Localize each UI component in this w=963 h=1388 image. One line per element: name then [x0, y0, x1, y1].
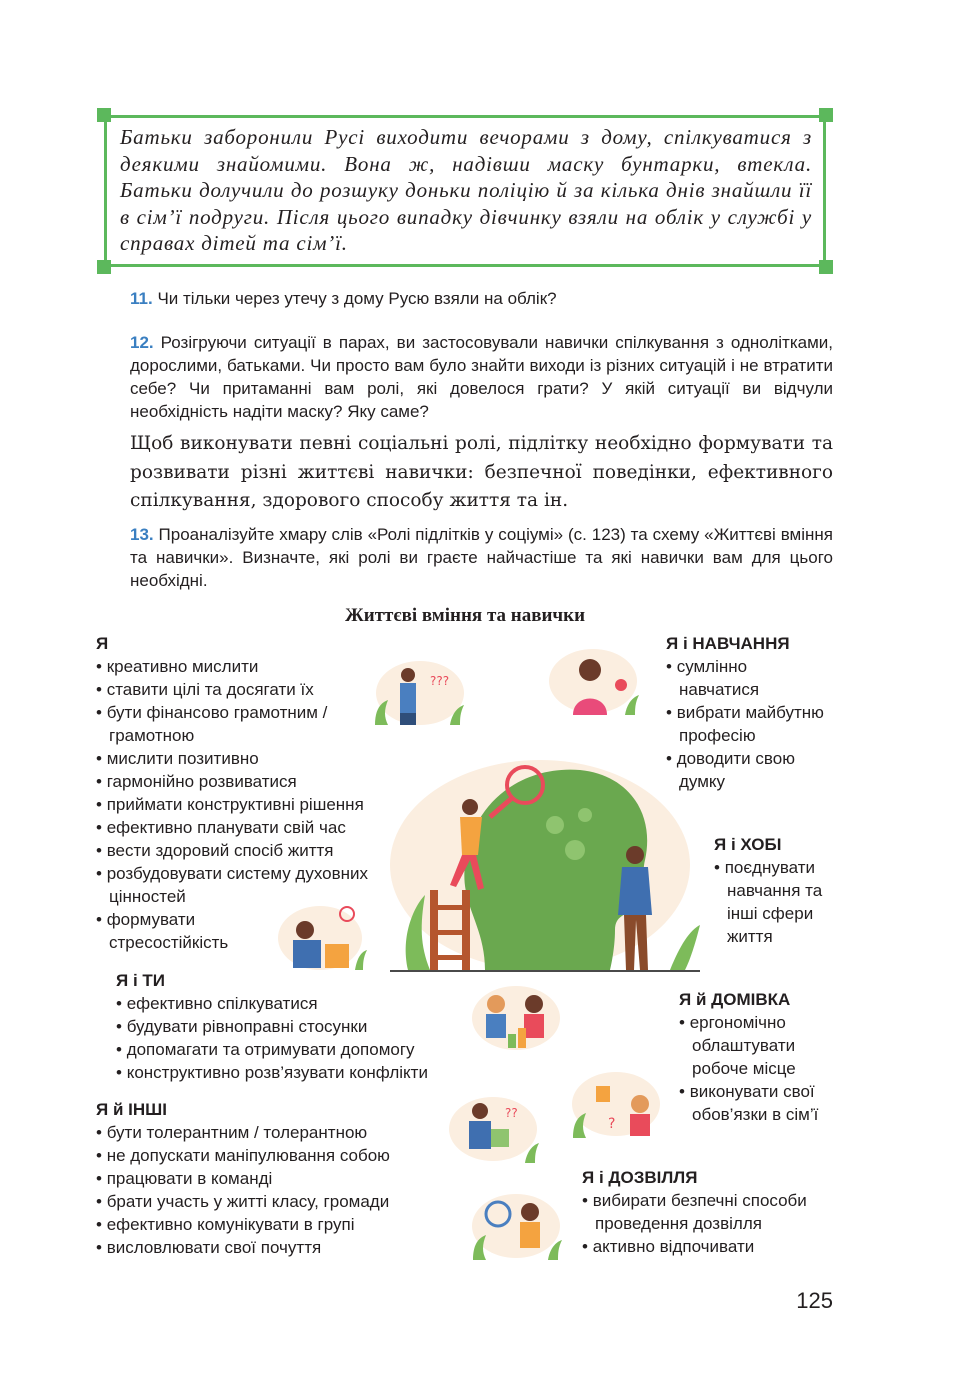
group-illustration [445, 1093, 540, 1165]
leisure-illustration [468, 1190, 563, 1262]
gear-icon [565, 840, 585, 860]
list-item: • ефективно планувати свій час [96, 816, 406, 839]
ladder-step [430, 930, 470, 935]
list-item: • вести здоровий спосіб життя [96, 839, 406, 862]
skills-list [714, 856, 839, 948]
list-item: • ефективно спілкуватися [116, 992, 476, 1015]
list-item: • ставити цілі та досягати їх [96, 678, 406, 701]
section-title: Я [96, 634, 109, 653]
list-item: • допомагати та отримувати допомогу [116, 1038, 476, 1061]
list-item: • конструктивно розв’язувати конфлікти [116, 1061, 476, 1084]
frame-corner [97, 260, 111, 274]
case-text: Батьки заборонили Русі виходити вечорами з дому, спілкуватися з деякими знайомими. Вона ж, надівши маску бунтарки, втекла. Батьки долучили до розшуку доньки поліцію й за кілька днів знайшли її в сім’ї подруги. Після цього випадку дівчинку взяли на облік у службі у справах дітей та сім’ї. [120, 125, 812, 255]
head-illustration [390, 755, 710, 975]
list-item: • вибирати безпечні способи проведення дозвілля [582, 1189, 853, 1235]
section-title: Я й ДОМІВКА [679, 990, 791, 1009]
skills-list [96, 655, 406, 954]
frame-corner [819, 260, 833, 274]
svg-text:?: ? [608, 1116, 616, 1132]
page-number: 125 [796, 1288, 833, 1313]
list-item: • сумлінно навчатися [666, 655, 799, 701]
list-item: • ефективно комунікувати в групі [96, 1213, 436, 1236]
list-item: • працювати в команді [96, 1167, 436, 1190]
question-number: 13. [130, 525, 154, 544]
list-item: • будувати рівноправні стосунки [116, 1015, 476, 1038]
list-item: • мислити позитивно [96, 747, 406, 770]
person-head [626, 846, 644, 864]
question-12 [130, 331, 833, 423]
section-khobi [714, 834, 839, 948]
question-number: 11. [130, 289, 153, 308]
section-inshi [96, 1099, 436, 1259]
section-title: Я і ХОБІ [714, 835, 782, 854]
section-title: Я і ТИ [116, 971, 165, 990]
gear-icon [546, 816, 564, 834]
question-text: Розігруючи ситуації в парах, ви застосовували навички спілкування з однолітками, дорослими, батьками. Чи просто вам було знайти виходи із різних ситуацій і не втратити себе? Чи притаманні вам ролі, які довелося грати? У якій ситуації ви відчули необхідність надіти маску? Яку саме? [130, 333, 833, 421]
question-11 [130, 287, 833, 310]
friends-illustration [468, 982, 563, 1054]
list-item: • гармонійно розвиватися [96, 770, 406, 793]
skills-list [666, 655, 836, 793]
svg-text:??: ?? [505, 1106, 518, 1120]
frame-corner [819, 108, 833, 122]
list-item: • виконувати свої обов’язки в сім’ї [679, 1080, 844, 1126]
list-item: • активно відпочивати [582, 1235, 842, 1258]
list-item: • доводити свою думку [666, 747, 829, 793]
diagram-title: Життєві вміння та навички [344, 605, 586, 626]
list-item: • бути фінансово грамотним / грамотною [96, 701, 379, 747]
ladder-step [430, 905, 470, 910]
section-title: Я і ДОЗВІЛЛЯ [582, 1168, 698, 1187]
leaf-icon [670, 925, 700, 970]
main-paragraph: Щоб виконувати певні соціальні ролі, підлітку необхідно формувати та розвивати різні життєві навички: безпечної поведінки, ефективного спілкування, здорового способу життя та ін. [130, 433, 833, 511]
list-item: • висловлювати свої почуття [96, 1236, 436, 1259]
section-title: Я й ІНШІ [96, 1100, 167, 1119]
list-item: • формувати стресостійкість [96, 908, 279, 954]
section-dozvillia [582, 1167, 842, 1258]
section-ya [96, 633, 406, 954]
question-13 [130, 523, 833, 592]
list-item: • брати участь у житті класу, громади [96, 1190, 436, 1213]
person-head [462, 799, 478, 815]
skills-list [582, 1189, 842, 1258]
list-item: • не допускати маніпулювання собою [96, 1144, 436, 1167]
ladder-step [430, 955, 470, 960]
list-item: • приймати конструктивні рішення [96, 793, 406, 816]
list-item: • бути толерантним / толерантною [96, 1121, 436, 1144]
list-item: • розбудовувати систему духовних цінностей [96, 862, 414, 908]
list-item: • ергономічно облаштувати робоче місце [679, 1011, 822, 1080]
list-item: • вибрати майбутню професію [666, 701, 829, 747]
family-illustration [568, 1068, 663, 1140]
list-item: • поєднувати навчання та інші сфери життя [714, 856, 839, 948]
question-number: 12. [130, 333, 154, 352]
section-navchannia [666, 633, 836, 793]
svg-text:???: ??? [430, 674, 450, 688]
person-body [618, 867, 652, 915]
question-text: Чи тільки через утечу з дому Русю взяли на облік? [157, 289, 557, 308]
gear-icon [578, 808, 592, 822]
list-item: • креативно мислити [96, 655, 406, 678]
skills-list [679, 1011, 844, 1126]
section-ty [116, 970, 476, 1084]
student-illustration [545, 645, 640, 717]
section-title: Я і НАВЧАННЯ [666, 634, 790, 653]
question-text: Проаналізуйте хмару слів «Ролі підлітків у соціумі» (с. 123) та схему «Життєві вміння та навички». Визначте, які ролі ви граєте найчастіше та які навички вам для цього необхідні. [130, 525, 833, 590]
skills-list [116, 992, 476, 1084]
frame-corner [97, 108, 111, 122]
section-domivka [679, 989, 844, 1126]
skills-list [96, 1121, 436, 1259]
